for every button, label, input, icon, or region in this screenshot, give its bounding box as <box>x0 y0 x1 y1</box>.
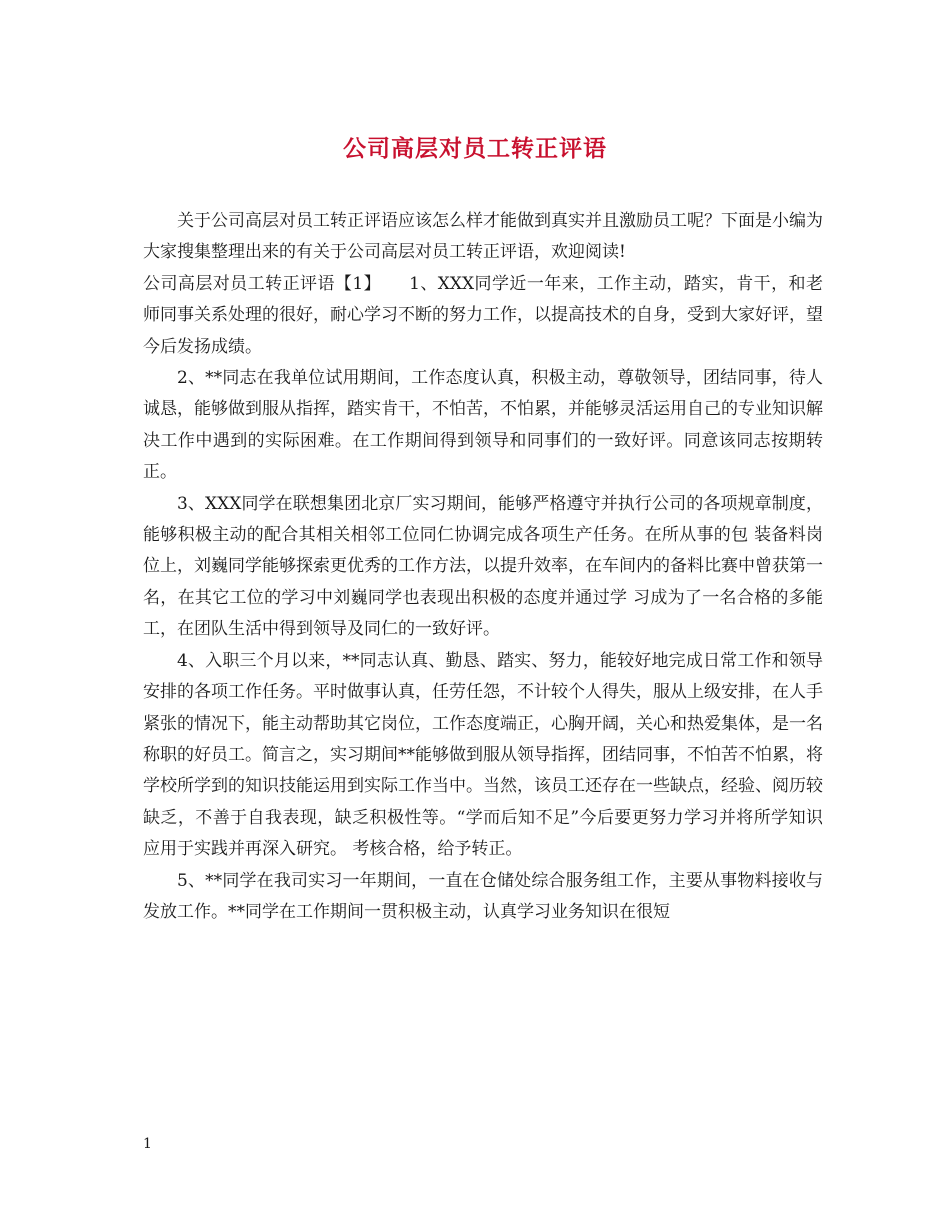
document-title: 公司高层对员工转正评语 <box>343 135 607 162</box>
paragraph-4: 4、入职三个月以来，**同志认真、勤恳、踏实、努力，能较好地完成日常工作和领导安排的各项工作任务。平时做事认真，任劳任怨，不计较个人得失，服从上级安排，在人手紧张的情况下，能主动帮助其它岗位，工作态度端正，心胸开阔，关心和热爱集体，是一名称职的好员工。简言之，实习期间**能够做到服从领导指挥，团结同事，不怕苦不怕累，将学校所学到的知识技能运用到实际工作当中。当然，该员工还存在一些缺点，经验、阅历较缺乏，不善于自我表现，缺乏积极性等。“学而后知不足”今后要更努力学习并将所学知识应用于实践并再深入研究。 考核合格，给予转正。 <box>143 650 823 860</box>
paragraph-2: 2、**同志在我单位试用期间，工作态度认真，积极主动，尊敬领导，团结同事，待人诚恳，能够做到服从指挥，踏实肯干，不怕苦，不怕累，并能够灵活运用自己的专业知识解决工作中遇到的实际困难。在工作期间得到领导和同事们的一致好评。同意该同志按期转正。 <box>143 368 823 483</box>
section-paragraph <box>143 269 823 363</box>
section-heading: 公司高层对员工转正评语【1】 <box>143 273 382 294</box>
paragraph-1: 1、XXX同学近一年来，工作主动，踏实，肯干，和老师同事关系处理的很好，耐心学习不断的努力工作，以提高技术的自身，受到大家好评，望今后发扬成绩。 <box>143 273 823 357</box>
page-number: 1 <box>143 1136 152 1152</box>
document-body <box>143 206 823 928</box>
paragraph-3: 3、XXX同学在联想集团北京厂实习期间，能够严格遵守并执行公司的各项规章制度，能够积极主动的配合其相关相邻工位同仁协调完成各项生产任务。在所从事的包 装备料岗位上，刘巍同学能够探索更优秀的工作方法，以提升效率，在车间内的备料比赛中曾获第一名，在其它工位的学习中刘巍同学也表现出积极的态度并通过学 习成为了一名合格的多能工，在团队生活中得到领导及同仁的一致好评。 <box>143 493 823 640</box>
intro-paragraph: 关于公司高层对员工转正评语应该怎么样才能做到真实并且激励员工呢？下面是小编为大家搜集整理出来的有关于公司高层对员工转正评语，欢迎阅读! <box>143 211 823 263</box>
paragraph-5: 5、**同学在我司实习一年期间，一直在仓储处综合服务组工作，主要从事物料接收与发放工作。**同学在工作期间一贯积极主动，认真学习业务知识在很短 <box>143 870 823 922</box>
